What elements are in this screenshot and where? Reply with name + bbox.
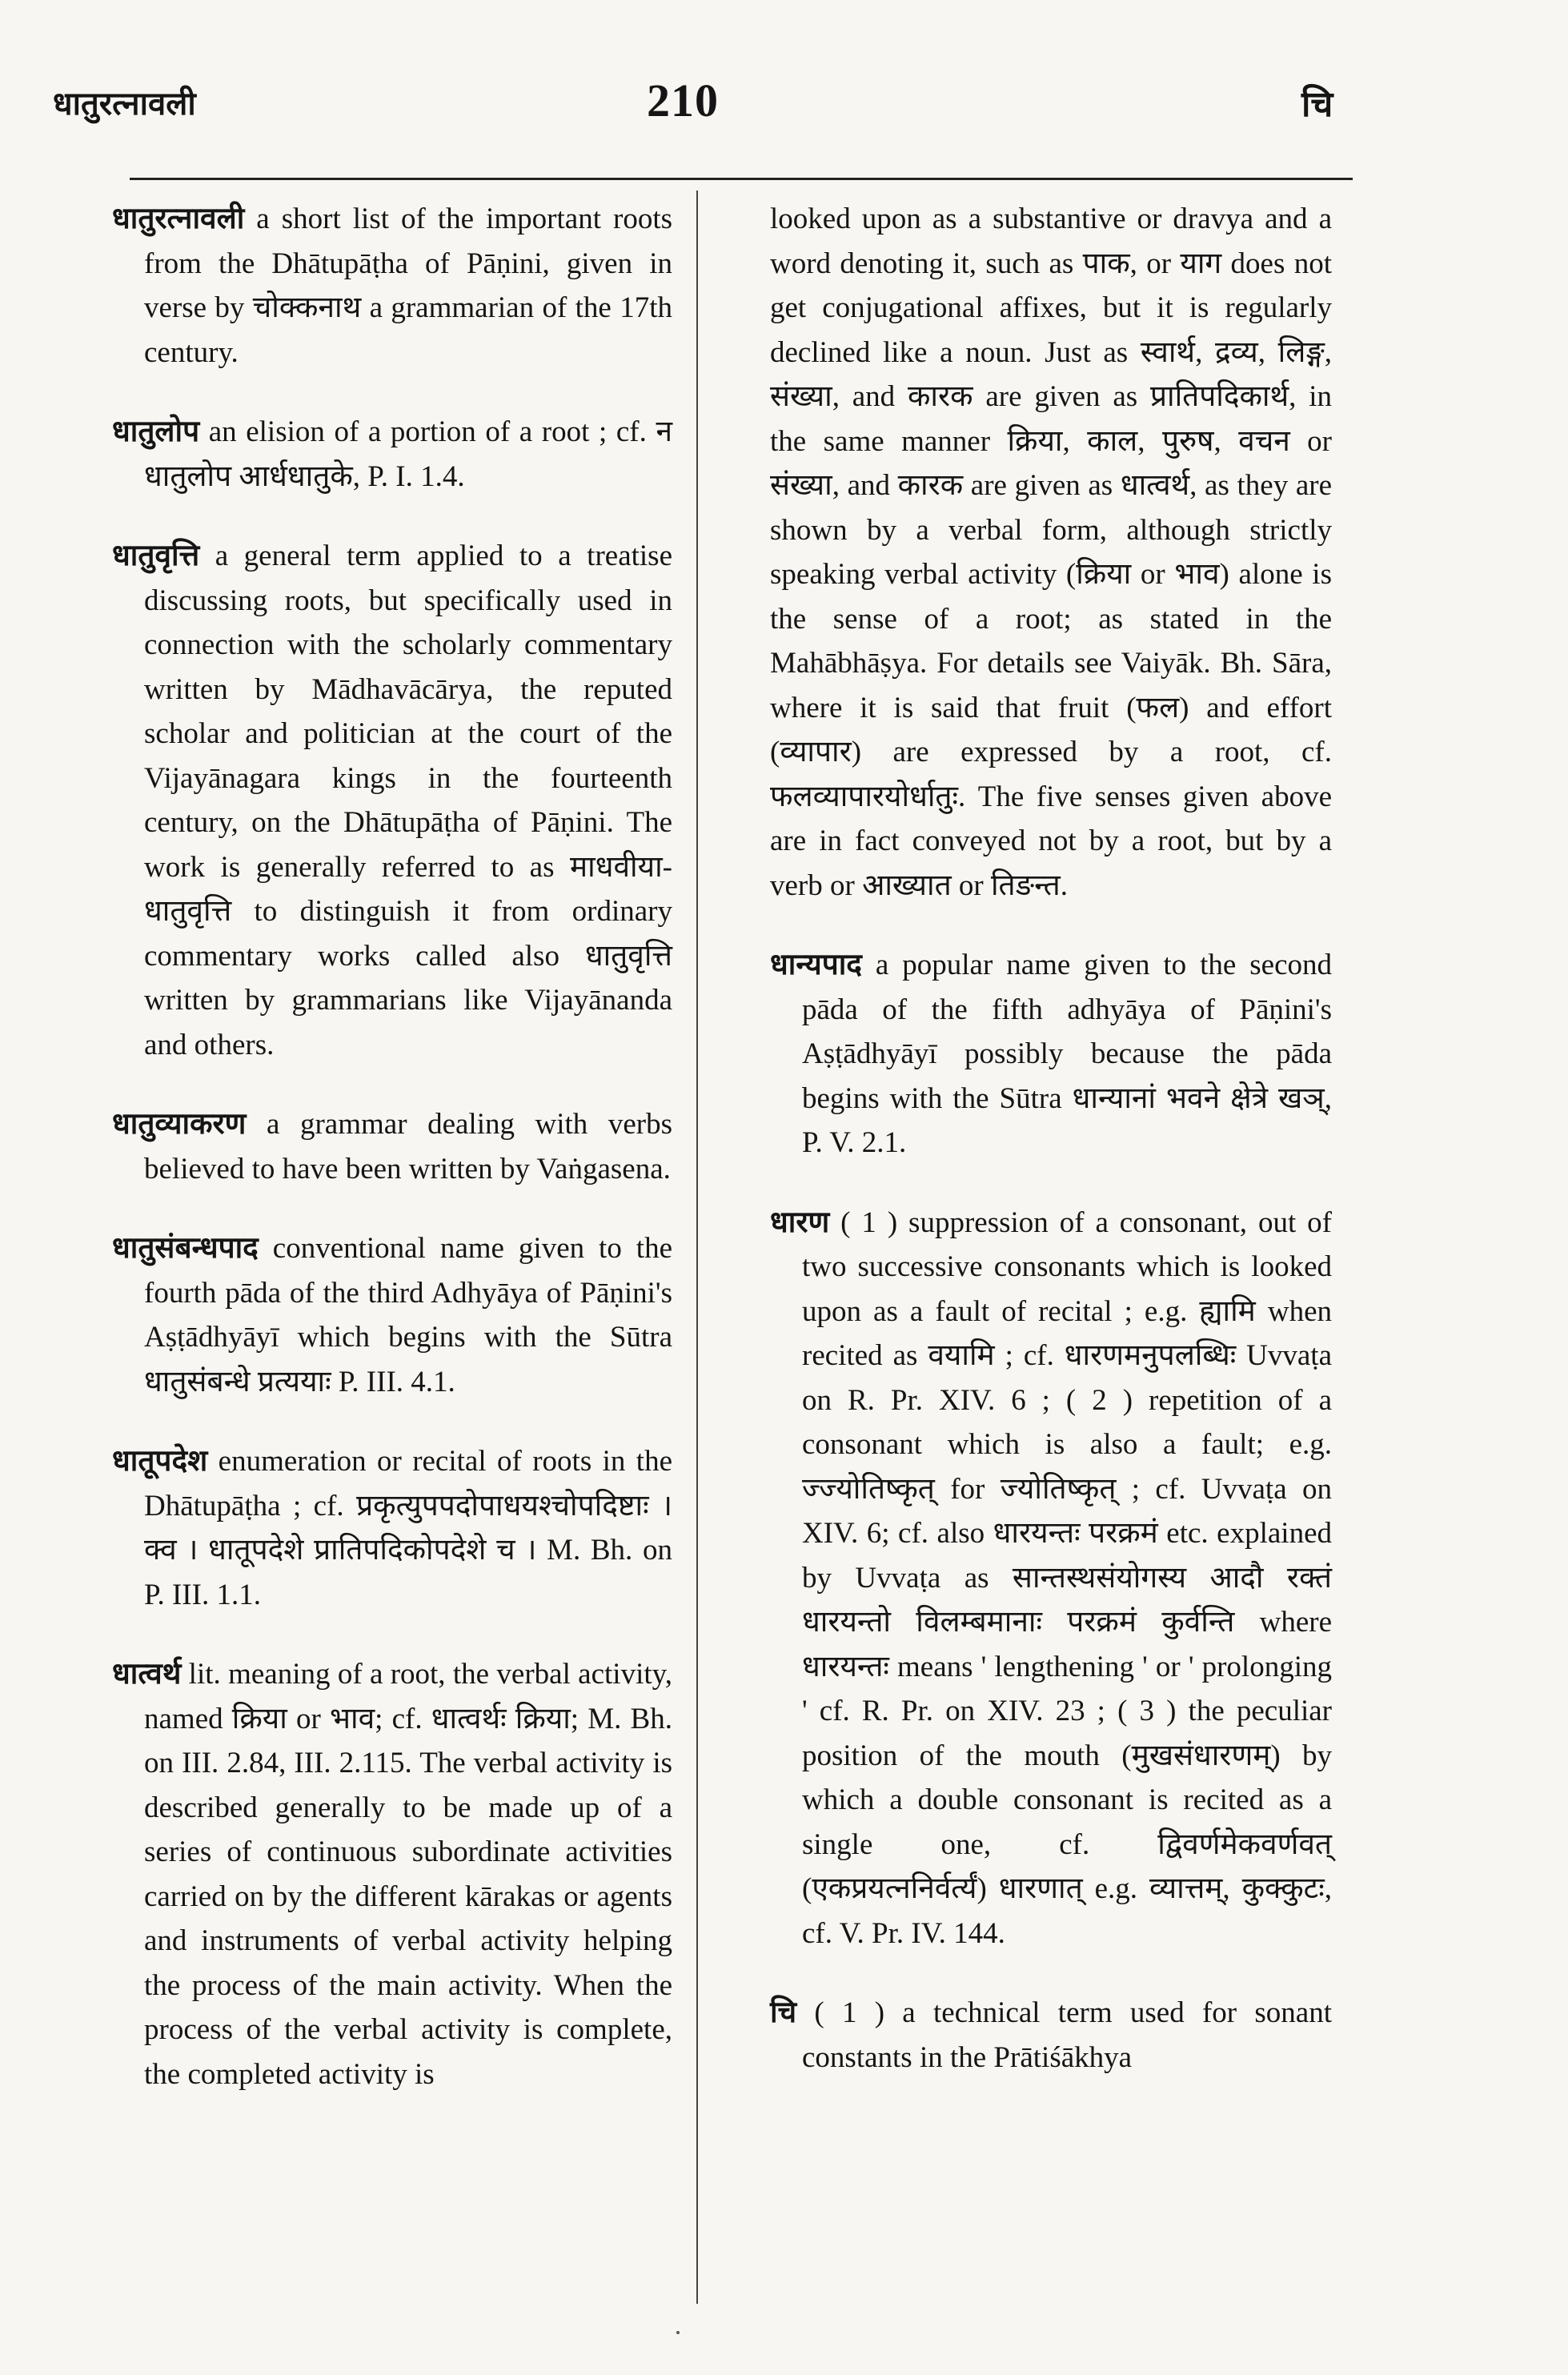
entry-text: a short list of the important roots from the Dhātupāṭha of Pāṇini, given in verse by चोक्कनाथ a grammarian of the 17th century. <box>144 203 672 369</box>
page-header <box>45 32 1374 126</box>
entry-headword: धातूपदेश <box>112 1445 208 1478</box>
entry-text: ( 1 ) a technical term used for sonant constants in the Prātiśākhya <box>796 1996 1332 2074</box>
page-number: 210 <box>647 74 719 126</box>
entry-text: lit. meaning of a root, the verbal activity, named क्रिया or भाव; cf. धात्वर्थः क्रिया; M. Bh. on III. 2.84, III. 2.115. The verbal activity is described generally to be made up of a series of continuous subordinate activities carried on by the different kārakas or agents and instruments of verbal activity helping the process of the main activity. When the process of the verbal activity is complete, the completed activity is <box>144 1658 672 2091</box>
header-rule <box>130 178 1353 180</box>
right-column <box>770 197 1332 2115</box>
entry-headword: चि <box>770 1996 797 2029</box>
dictionary-entry <box>112 1652 672 2096</box>
dictionary-entry <box>112 534 672 1067</box>
entry-text: ( 1 ) suppression of a consonant, out of two successive consonants which is looked upon as a fault of recital ; e.g. ह्यामि when recited as वयामि ; cf. धारणमनुपलब्धिः Uvvaṭa on R. Pr. XIV. 6 ; ( 2 ) repetition of a consonant which is also a fault; e.g. ज्ज्योतिष्कृत् for ज्योतिष्कृत् ; cf. Uvvaṭa on XIV. 6; cf. also धारयन्तः परक्रमं etc. explained by Uvvaṭa as सान्तस्थसंयोगस्य आदौ रक्तं धारयन्तो विलम्बमानाः परक्रमं कुर्वन्ति where धारयन्तः means ' lengthening ' or ' prolonging ' cf. R. Pr. on XIV. 23 ; ( 3 ) the peculiar position of the mouth (मुखसंधारणम्) by which a double consonant is recited as a single one, cf. द्विवर्णमेकवर्णवत् (एकप्रयत्ननिर्वर्त्यं) धारणात् e.g. व्यात्तम्, कुक्कुटः, cf. V. Pr. IV. 144. <box>802 1206 1332 1950</box>
dictionary-entry <box>112 1226 672 1404</box>
entry-headword: धान्यपाद <box>770 949 862 981</box>
entry-headword: धारण <box>770 1206 830 1239</box>
dictionary-entry <box>770 1201 1332 1956</box>
entry-headword: धातुलोप <box>112 415 200 448</box>
print-speck <box>676 2331 680 2334</box>
dictionary-entry <box>112 410 672 499</box>
running-head-right: चि <box>1301 85 1333 124</box>
dictionary-entry <box>112 1102 672 1191</box>
dictionary-entry <box>770 1991 1332 2080</box>
entry-headword: धात्वर्थ <box>112 1658 182 1691</box>
entry-text: conventional name given to the fourth pāda of the third Adhyāya of Pāṇini's Aṣṭādhyāyī which begins with the Sūtra धातुसंबन्धे प्रत्ययाः P. III. 4.1. <box>144 1232 672 1398</box>
entry-headword: धातुव्याकरण <box>112 1108 247 1141</box>
entry-text: an elision of a portion of a root ; cf. न धातुलोप आर्धधातुके, P. I. 1.4. <box>144 415 672 493</box>
dictionary-entry <box>112 197 672 375</box>
entry-text: a popular name given to the second pāda of the fifth adhyāya of Pāṇini's Aṣṭādhyāyī possibly because the pāda begins with the Sūtra धान्यानां भवने क्षेत्रे खञ्, P. V. 2.1. <box>802 949 1332 1159</box>
running-head-left: धातुरत्नावली <box>53 86 196 122</box>
dictionary-entry <box>112 1439 672 1617</box>
entry-headword: धातुरत्नावली <box>112 203 245 235</box>
dictionary-entry <box>770 943 1332 1165</box>
entry-text: enumeration or recital of roots in the Dhātupāṭha ; cf. प्रकृत्युपपदोपाधयश्चोपदिष्टाः । क्व । धातूपदेशे प्रातिपदिकोपदेशे च । M. Bh. on P. III. 1.1. <box>144 1445 672 1611</box>
entry-text: a grammar dealing with verbs believed to have been written by Vaṅgasena. <box>144 1108 672 1185</box>
entry-headword: धातुसंबन्धपाद <box>112 1232 259 1265</box>
entry-text: a general term applied to a treatise discussing roots, but specifically used in connection with the scholarly commentary written by Mādhavācārya, the reputed scholar and politician at the court of the Vijayānagara kings in the fourteenth century, on the Dhātupāṭha of Pāṇini. The work is generally referred to as माधवीया-धातुवृत्ति to distinguish it from ordinary commentary works called also धातुवृत्ति written by grammarians like Vijayānanda and others. <box>144 540 672 1061</box>
column-divider <box>696 191 698 2304</box>
entry-headword: धातुवृत्ति <box>112 540 200 572</box>
dictionary-entry-continuation <box>770 197 1332 908</box>
entry-text: looked upon as a substantive or dravya and a word denoting it, such as पाक, or याग does not get conjugational affixes, but it is regularly declined like a noun. Just as स्वार्थ, द्रव्य, लिङ्ग, संख्या, and कारक are given as प्रातिपदिकार्थ, in the same manner क्रिया, काल, पुरुष, वचन or संख्या, and कारक are given as धात्वर्थ, as they are shown by a verbal form, although strictly speaking verbal activity (क्रिया or भाव) alone is the sense of a root; as stated in the Mahābhāṣya. For details see Vaiyāk. Bh. Sāra, where it is said that fruit (फल) and effort (व्यापार) are expressed by a root, cf. फलव्यापारयोर्धातुः. The five senses given above are in fact conveyed not by a root, but by a verb or आख्यात or तिङन्त. <box>770 203 1332 902</box>
left-column <box>112 197 672 2132</box>
